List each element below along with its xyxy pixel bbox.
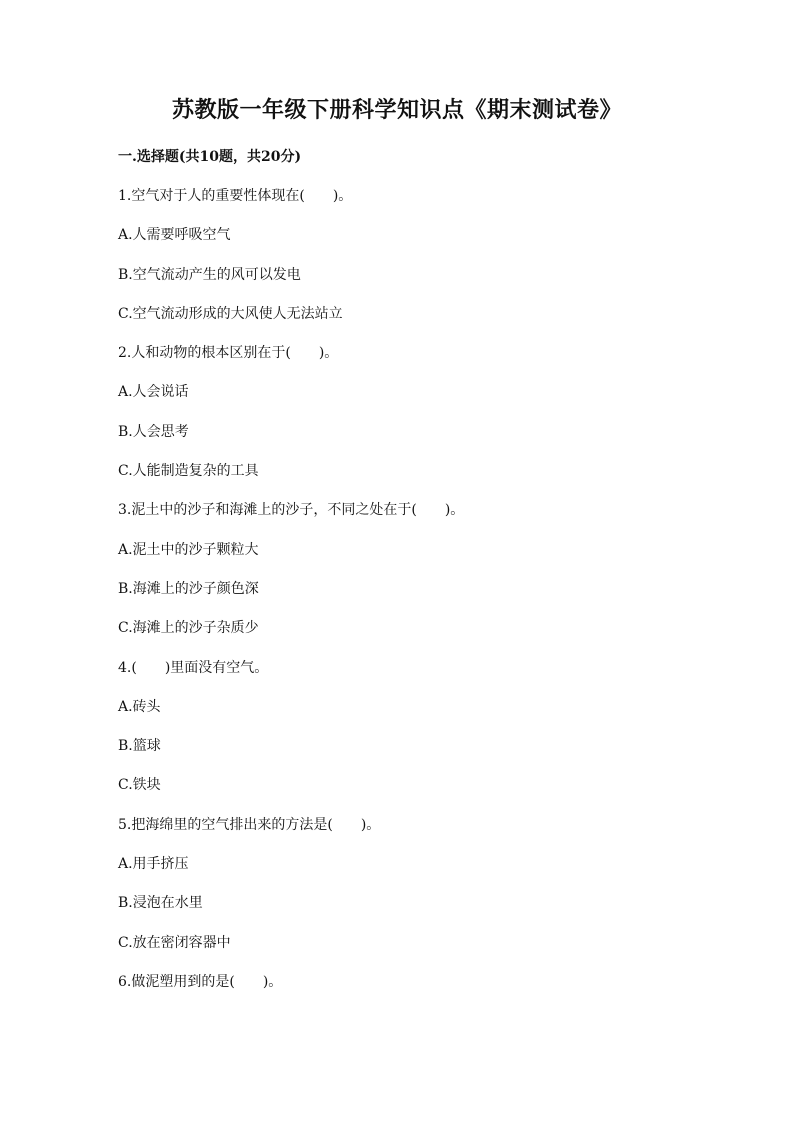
- question-stem: 6.做泥塑用到的是( )。: [118, 973, 283, 990]
- answer-option: A.人会说话: [118, 384, 189, 401]
- answer-option: C.人能制造复杂的工具: [118, 463, 259, 480]
- answer-option: C.放在密闭容器中: [118, 934, 231, 951]
- section-heading: 一.选择题(共10题，共20分): [118, 149, 302, 165]
- answer-option: B.空气流动产生的风可以发电: [118, 266, 301, 283]
- answer-option: C.铁块: [118, 777, 161, 794]
- question-stem: 4.( )里面没有空气。: [118, 659, 269, 676]
- question-list: [118, 143, 738, 1007]
- answer-option: B.篮球: [118, 738, 161, 755]
- answer-option: A.人需要呼吸空气: [118, 227, 231, 244]
- answer-option: A.用手挤压: [118, 856, 189, 873]
- answer-option: C.空气流动形成的大风使人无法站立: [118, 305, 343, 322]
- answer-option: A.泥土中的沙子颗粒大: [118, 541, 259, 558]
- answer-option: A.砖头: [118, 698, 161, 715]
- question-stem: 1.空气对于人的重要性体现在( )。: [118, 188, 353, 204]
- question-stem: 3.泥土中的沙子和海滩上的沙子，不同之处在于( )。: [118, 502, 465, 519]
- question-stem: 2.人和动物的根本区别在于( )。: [118, 345, 339, 362]
- question-stem: 5.把海绵里的空气排出来的方法是( )。: [118, 816, 381, 833]
- answer-option: B.人会思考: [118, 423, 189, 440]
- answer-option: B.浸泡在水里: [118, 895, 203, 912]
- answer-option: B.海滩上的沙子颜色深: [118, 580, 259, 597]
- page-title: 苏教版一年级下册科学知识点《期末测试卷》: [171, 97, 622, 123]
- answer-option: C.海滩上的沙子杂质少: [118, 620, 259, 637]
